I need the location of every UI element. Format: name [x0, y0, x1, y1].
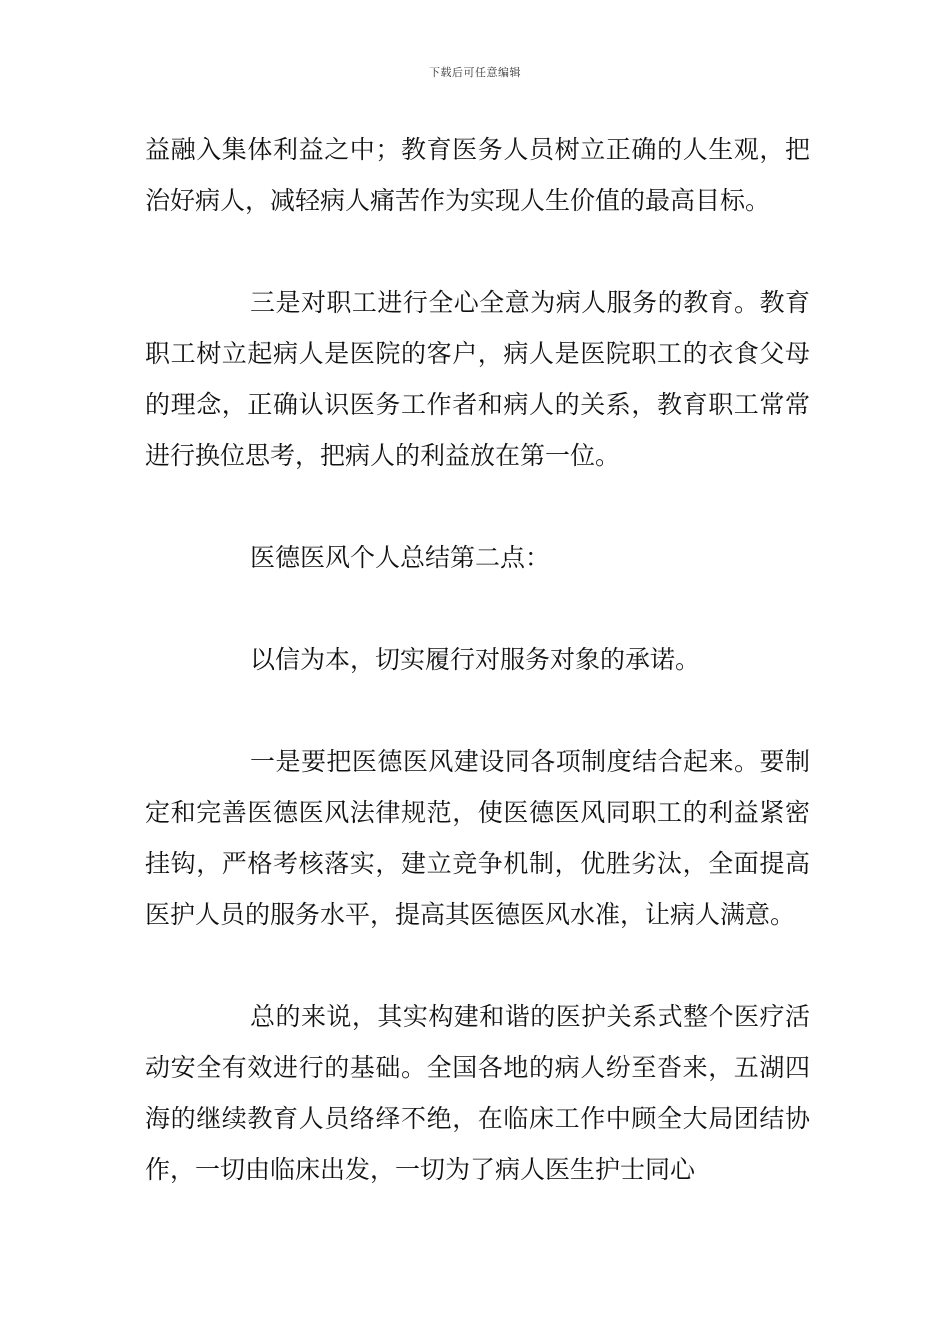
paragraph-gap	[145, 940, 810, 991]
paragraph-4: 以信为本，切实履行对服务对象的承诺。	[250, 645, 701, 674]
paragraph-gap	[145, 583, 810, 634]
document-body	[145, 124, 810, 1195]
paragraph-gap	[145, 226, 810, 277]
paragraph-gap	[145, 685, 810, 736]
paragraph-6: 总的来说，其实构建和谐的医护关系式整个医疗活动安全有效进行的基础。全国各地的病人纷至沓来，五湖四海的继续教育人员络绎不绝，在临床工作中顾全大局团结协作，一切由临床出发，一切为了病人医生护士同心	[145, 1002, 810, 1184]
paragraph-3: 医德医风个人总结第二点：	[250, 543, 551, 572]
paragraph-5: 一是要把医德医风建设同各项制度结合起来。要制定和完善医德医风法律规范，使医德医风同职工的利益紧密挂钩，严格考核落实，建立竞争机制，优胜劣汰，全面提高医护人员的服务水平，提高其医德医风水准，让病人满意。	[145, 747, 810, 929]
paragraph-2: 三是对职工进行全心全意为病人服务的教育。教育职工树立起病人是医院的客户，病人是医院职工的衣食父母的理念，正确认识医务工作者和病人的关系，教育职工常常进行换位思考，把病人的利益放在第一位。	[145, 288, 810, 470]
paragraph-1: 益融入集体利益之中；教育医务人员树立正确的人生观，把治好病人，减轻病人痛苦作为实现人生价值的最高目标。	[145, 135, 810, 215]
page-header: 下载后可任意编辑	[429, 66, 521, 79]
paragraph-gap	[145, 481, 810, 532]
